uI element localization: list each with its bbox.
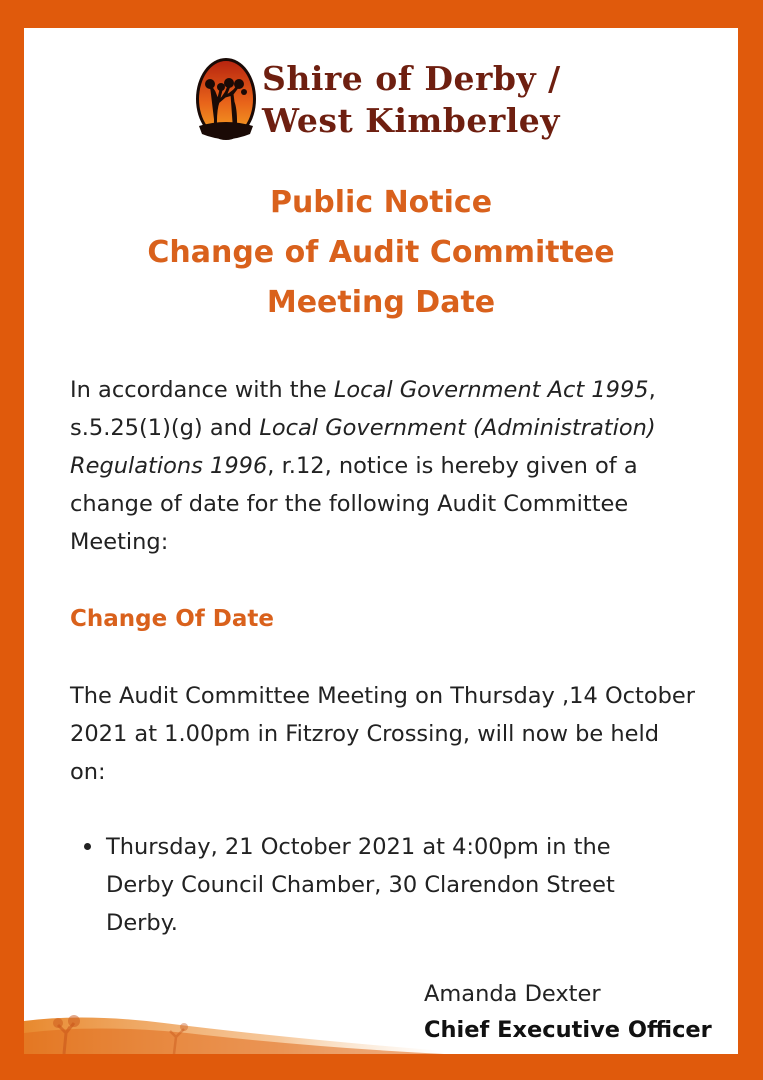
shire-name-line1: Shire of Derby / <box>262 59 561 98</box>
title-line2: Change of Audit Committee <box>147 235 615 270</box>
notice-title <box>24 178 738 328</box>
signatory-name: Amanda Dexter <box>424 981 601 1007</box>
shire-logo <box>194 56 574 142</box>
title-line1: Public Notice <box>269 185 493 220</box>
bullet-item: Thursday, 21 October 2021 at 4:00pm in the Derby Council Chamber, 30 Clarendon Street Derby. <box>106 834 615 936</box>
notice-page <box>24 28 738 1054</box>
bullet-icon <box>84 843 91 850</box>
baobab-emblem <box>194 56 258 142</box>
intro-text-1: In accordance with the <box>70 377 334 403</box>
section-heading: Change Of Date <box>70 606 274 632</box>
shire-name-line2: West Kimberley <box>262 101 560 140</box>
act-reference: Local Government Act 1995 <box>333 377 649 403</box>
signatory-title: Chief Executive Officer <box>424 1017 712 1043</box>
meeting-paragraph: The Audit Committee Meeting on Thursday ,14 October 2021 at 1.00pm in Fitzroy Crossing, will now be held on: <box>70 683 696 785</box>
title-line3: Meeting Date <box>266 285 496 320</box>
intro-text-3: , r.12, notice is hereby given of a change of date for the following Audit Committee Meeting: <box>70 453 638 555</box>
intro-paragraph <box>70 371 700 561</box>
regulations-reference: Local Government (Administration) Regulations 1996 <box>70 415 656 479</box>
shire-name <box>262 58 561 142</box>
footer-landscape-graphic <box>24 993 444 1054</box>
intro-text-2: , s.5.25(1)(g) and <box>70 377 656 441</box>
